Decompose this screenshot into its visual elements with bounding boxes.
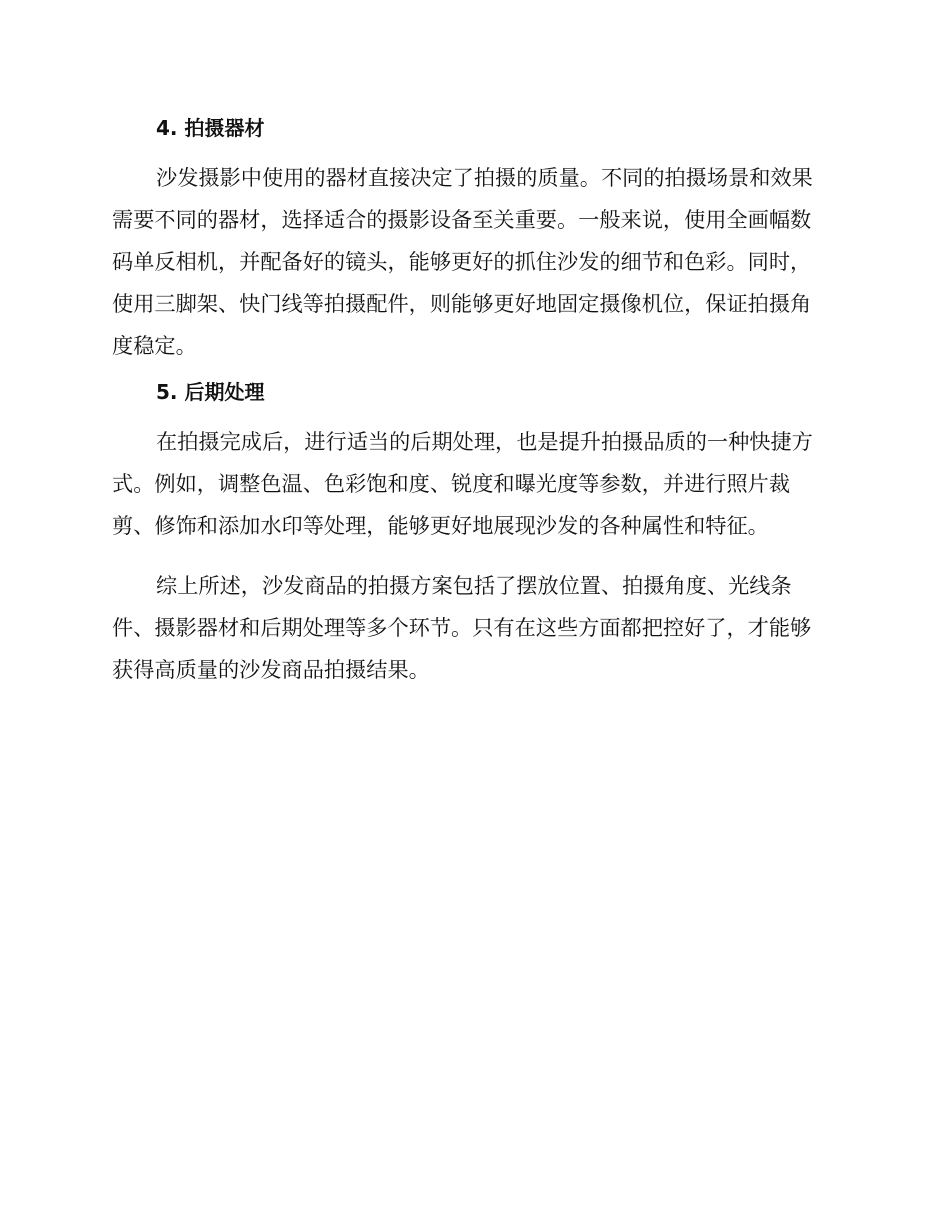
paragraph-gap	[112, 557, 832, 565]
section-heading-equipment: 4. 拍摄器材	[156, 116, 265, 140]
paragraph-line: 剪、修饰和添加水印等处理，能够更好地展现沙发的各种属性和特征。	[112, 513, 769, 538]
paragraph-equipment	[112, 157, 832, 367]
paragraph-line: 需要不同的器材，选择适合的摄影设备至关重要。一般来说，使用全画幅数	[112, 207, 812, 232]
paragraph-line: 获得高质量的沙发商品拍摄结果。	[112, 657, 430, 682]
paragraph-line: 码单反相机，并配备好的镜头，能够更好的抓住沙发的细节和色彩。同时，	[112, 249, 812, 274]
paragraph-line: 件、摄影器材和后期处理等多个环节。只有在这些方面都把控好了，才能够	[112, 615, 812, 640]
paragraph-line: 度稳定。	[112, 333, 197, 358]
paragraph-line: 沙发摄影中使用的器材直接决定了拍摄的质量。不同的拍摄场景和效果	[156, 165, 813, 190]
section-heading-post-processing: 5. 后期处理	[156, 380, 265, 404]
paragraph-conclusion	[112, 565, 832, 691]
paragraph-post-processing	[112, 421, 832, 547]
paragraph-line: 式。例如，调整色温、色彩饱和度、锐度和曝光度等参数，并进行照片裁	[112, 471, 791, 496]
paragraph-line: 综上所述，沙发商品的拍摄方案包括了摆放位置、拍摄角度、光线条	[156, 573, 792, 598]
document-body	[112, 113, 832, 701]
paragraph-line: 在拍摄完成后，进行适当的后期处理，也是提升拍摄品质的一种快捷方	[156, 429, 813, 454]
paragraph-line: 使用三脚架、快门线等拍摄配件，则能够更好地固定摄像机位，保证拍摄角	[112, 291, 812, 316]
